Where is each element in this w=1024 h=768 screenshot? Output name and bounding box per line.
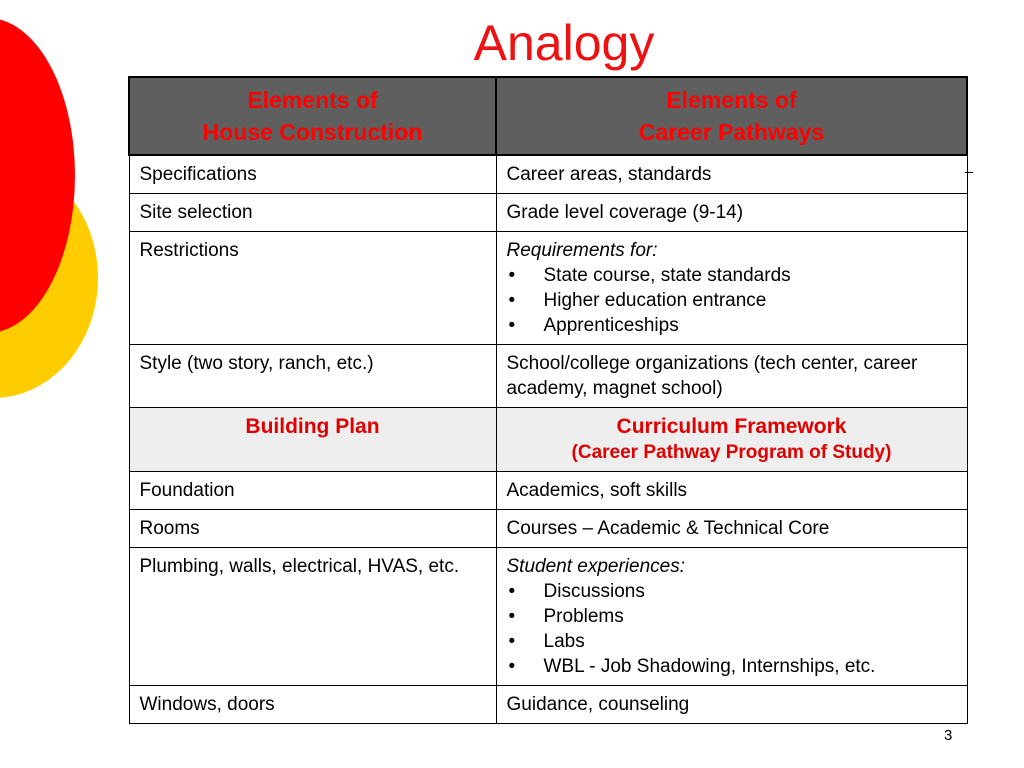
table-row (129, 194, 967, 232)
table-row (129, 345, 967, 408)
header-text: Career Pathways (638, 119, 825, 145)
cell-right: Courses – Academic & Technical Core (496, 510, 967, 548)
cell-right: Career areas, standards (496, 155, 967, 194)
cell-left: Specifications (129, 155, 496, 194)
cell-left: Site selection (129, 194, 496, 232)
cell-right: Academics, soft skills (496, 472, 967, 510)
table-row (129, 686, 967, 724)
header-house-construction (129, 77, 496, 155)
cell-left: Windows, doors (129, 686, 496, 724)
analogy-table (128, 76, 968, 724)
cell-building-plan: Building Plan (129, 408, 496, 472)
cell-right: School/college organizations (tech center, career academy, magnet school) (496, 345, 967, 408)
slide-title: Analogy (473, 15, 655, 71)
table-row (129, 472, 967, 510)
table-row (129, 510, 967, 548)
list-item: • Problems (507, 604, 957, 629)
cell-left: Restrictions (129, 232, 496, 345)
cell-right (496, 548, 967, 686)
table-row (129, 155, 967, 194)
list-item: • WBL - Job Shadowing, Internships, etc. (507, 654, 957, 679)
cell-left (129, 548, 496, 686)
header-text: Elements of (666, 87, 797, 113)
table-row (129, 232, 967, 345)
plan-text: Curriculum Framework (616, 415, 847, 438)
list-item: • Labs (507, 629, 957, 654)
table-row-plan (129, 408, 967, 472)
plan-subtext: (Career Pathway Program of Study) (571, 442, 892, 463)
hanging-text: Plumbing, walls, electrical, HVAS, etc. (139, 556, 460, 577)
cell-intro: Requirements for: (506, 240, 658, 261)
cell-left: Foundation (129, 472, 496, 510)
cell-right: Grade level coverage (9-14) (496, 194, 967, 232)
table-row (129, 548, 967, 686)
header-text: House Construction (202, 119, 423, 145)
cell-right: Guidance, counseling (496, 686, 967, 724)
cell-curriculum-framework (496, 408, 967, 472)
list-item: • Discussions (507, 579, 957, 604)
list-item: • State course, state standards (507, 263, 957, 288)
header-career-pathways (496, 77, 967, 155)
cell-intro: Student experiences: (506, 556, 686, 577)
table-header-row (129, 77, 967, 155)
cell-left: Style (two story, ranch, etc.) (129, 345, 496, 408)
bullet-list (507, 579, 957, 679)
list-item: • Apprenticeships (507, 313, 957, 338)
cell-left: Rooms (129, 510, 496, 548)
page-number: 3 (944, 727, 953, 744)
list-item: • Higher education entrance (507, 288, 957, 313)
cell-right (496, 232, 967, 345)
header-text: Elements of (247, 87, 378, 113)
bullet-list (507, 263, 957, 338)
